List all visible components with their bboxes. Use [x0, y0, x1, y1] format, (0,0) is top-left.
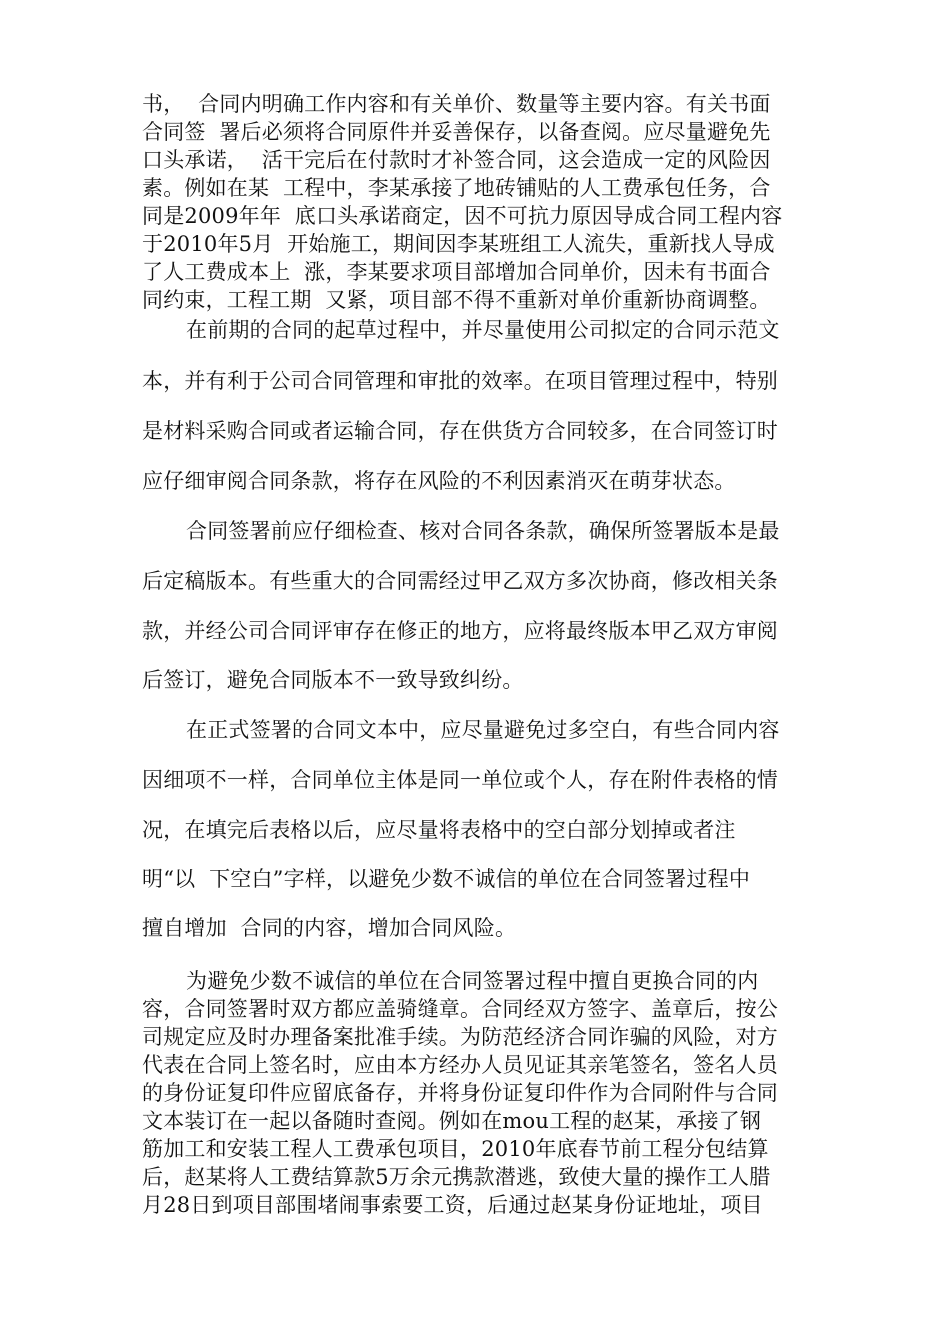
text-line: 代表在合同上签名时，应由本方经办人员见证其亲笔签名，签名人员 [142, 1053, 778, 1077]
text-line: 文本装订在一起以备随时查阅。例如在mou工程的赵某，承接了钢 [142, 1109, 762, 1133]
text-line: 后，赵某将人工费结算款5万余元携款潜逃，致使大量的操作工人腊 [142, 1165, 771, 1189]
text-line: 筋加工和安装工程人工费承包项目，2010年底春节前工程分包结算 [142, 1137, 769, 1161]
text-line: 合同签 署后必须将合同原件并妥善保存，以备查阅。应尽量避免先 [142, 120, 771, 144]
text-line: 于2010年5月 开始施工，期间因李某班组工人流失，重新找人导成 [142, 232, 775, 256]
text-line: 本，并有利于公司合同管理和审批的效率。在项目管理过程中，特别 [142, 369, 778, 393]
text-line: 况，在填完后表格以后，应尽量将表格中的空白部分划掉或者注 [142, 818, 736, 842]
text-line: 后定稿版本。有些重大的合同需经过甲乙双方多次协商，修改相关条 [142, 569, 778, 593]
text-line: 的身份证复印件应留底备存，并将身份证复印件作为合同附件与合同 [142, 1081, 778, 1105]
text-line: 擅自增加 合同的内容，增加合同风险。 [142, 916, 517, 940]
text-line: 明“以 下空白”字样，以避免少数不诚信的单位在合同签署过程中 [142, 867, 751, 891]
text-line: 为避免少数不诚信的单位在合同签署过程中擅自更换合同的内 [186, 969, 759, 993]
text-line: 后签订，避免合同版本不一致导致纠纷。 [142, 668, 524, 692]
text-line: 在前期的合同的起草过程中，并尽量使用公司拟定的合同示范文 [186, 318, 780, 342]
text-line: 司规定应及时办理备案批准手续。为防范经济合同诈骗的风险，对方 [142, 1025, 778, 1049]
text-line: 因细项不一样，合同单位主体是同一单位或个人，存在附件表格的情 [142, 768, 778, 792]
text-line: 素。例如在某 工程中，李某承接了地砖铺贴的人工费承包任务，合 [142, 176, 771, 200]
text-line: 在正式签署的合同文本中，应尽量避免过多空白，有些合同内容 [186, 718, 780, 742]
text-line: 书， 合同内明确工作内容和有关单价、数量等主要内容。有关书面 [142, 92, 771, 116]
text-line: 是材料采购合同或者运输合同，存在供货方合同较多，在合同签订时 [142, 419, 778, 443]
text-line: 款，并经公司合同评审存在修正的地方，应将最终版本甲乙双方审阅 [142, 619, 778, 643]
text-line: 容，合同签署时双方都应盖骑缝章。合同经双方签字、盖章后，按公 [142, 997, 778, 1021]
text-line: 同约束，工程工期 又紧，项目部不得不重新对单价重新协商调整。 [142, 288, 771, 312]
text-line: 月28日到项目部围堵闹事索要工资，后通过赵某身份证地址，项目 [142, 1193, 763, 1217]
text-line: 合同签署前应仔细检查、核对合同各条款，确保所签署版本是最 [186, 519, 780, 543]
text-line: 口头承诺， 活干完后在付款时才补签合同，这会造成一定的风险因 [142, 148, 771, 172]
text-line: 应仔细审阅合同条款，将存在风险的不利因素消灭在萌芽状态。 [142, 469, 736, 493]
text-line: 了人工费成本上 涨，李某要求项目部增加合同单价，因未有书面合 [142, 260, 771, 284]
text-line: 同是2009年年 底口头承诺商定，因不可抗力原因导成合同工程内容 [142, 204, 783, 228]
